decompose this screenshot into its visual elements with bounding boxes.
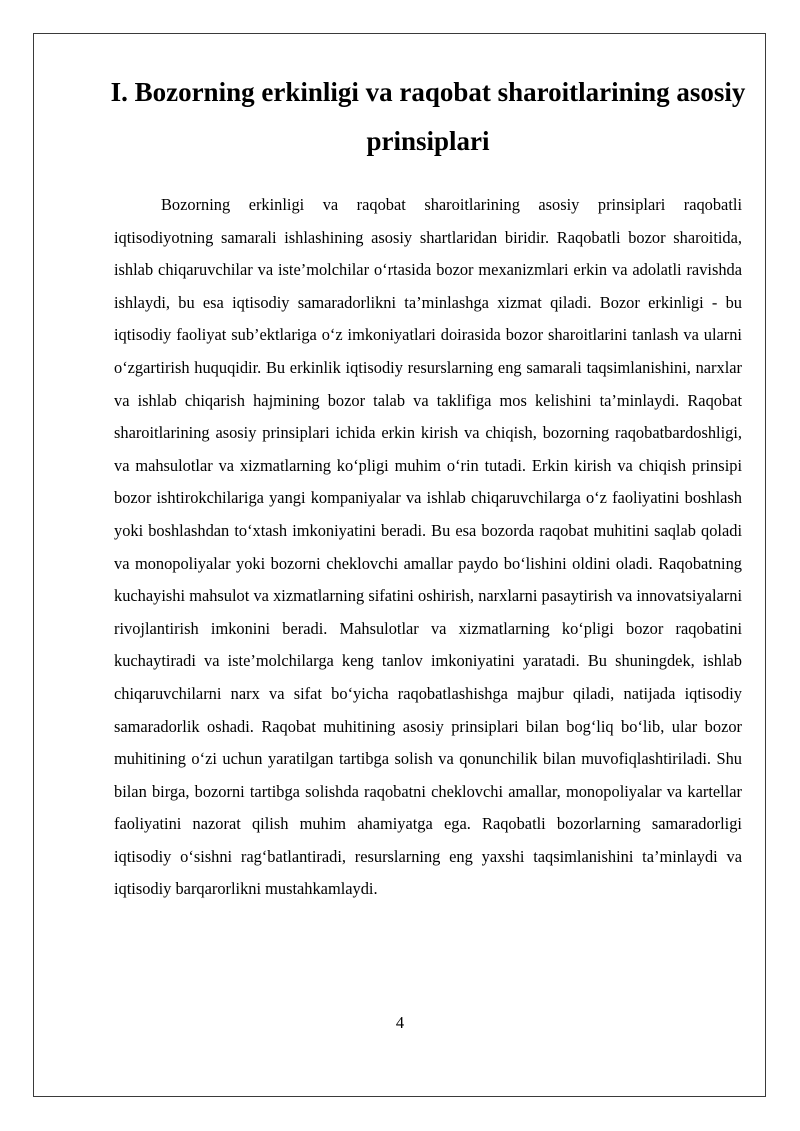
section-title: I. Bozorning erkinligi va raqobat sharoitlarining asosiy prinsiplari: [110, 77, 746, 156]
page-number: 4: [395, 1013, 405, 1032]
body-paragraph: Bozorning erkinligi va raqobat sharoitlarining asosiy prinsiplari raqobatli iqtisodiyotning samarali ishlashining asosiy shartlaridan biridir. Raqobatli bozor sharoitida, ishlab chiqaruvchilar va iste’molchilar o‘rtasida bozor mexanizmlari erkin va adolatli ravishda ishlaydi, bu esa iqtisodiy samaradorlikni ta’minlashga xizmat qiladi. Bozor erkinligi - bu iqtisodiy faoliyat sub’ektlariga o‘z imkoniyatlari doirasida bozor sharoitlarini tanlash va ularni o‘zgartirish huquqidir. Bu erkinlik iqtisodiy resurslarning eng samarali taqsimlanishini, narxlar va ishlab chiqarish hajmining bozor talab va taklifiga mos kelishini ta’minlaydi. Raqobat sharoitlarining asosiy prinsiplari ichida erkin kirish va chiqish, bozorning raqobatbardoshligi, va mahsulotlar va xizmatlarning ko‘pligi muhim o‘rin tutadi. Erkin kirish va chiqish prinsipi bozor ishtirokchilariga yangi kompaniyalar va ishlab chiqaruvchilarga o‘z faoliyatini boshlash yoki boshlashdan to‘xtash imkoniyatini beradi. Bu esa bozorda raqobat muhitini saqlab qoladi va monopoliyalar yoki bozorni cheklovchi amallar paydo bo‘lishini oldini oladi. Raqobatning kuchayishi mahsulot va xizmatlarning sifatini oshirish, narxlarni pasaytirish va innovatsiyalarni rivojlantirish imkonini beradi. Mahsulotlar va xizmatlarning ko‘pligi bozor raqobatini kuchaytiradi va iste’molchilarga keng tanlov imkoniyatini yaratadi. Bu shuningdek, ishlab chiqaruvchilarni narx va sifat bo‘yicha raqobatlashishga majbur qiladi, natijada iqtisodiy samaradorlik oshadi. Raqobat muhitining asosiy prinsiplari bilan bog‘liq bo‘lib, ular bozor muhitining o‘zi uchun yaratilgan tartibga solish va qonunchilik bilan muvofiqlashtiriladi. Shu bilan birga, bozorni tartibga solishda raqobatni cheklovchi amallar, monopoliyalar va kartellar faoliyatini nazorat qilish muhim ahamiyatga ega. Raqobatli bozorlarning samaradorligi iqtisodiy o‘sishni rag‘batlantiradi, resurslarning eng yaxshi taqsimlanishini ta’minlaydi va iqtisodiy barqarorlikni mustahkamlaydi.: [114, 195, 742, 899]
